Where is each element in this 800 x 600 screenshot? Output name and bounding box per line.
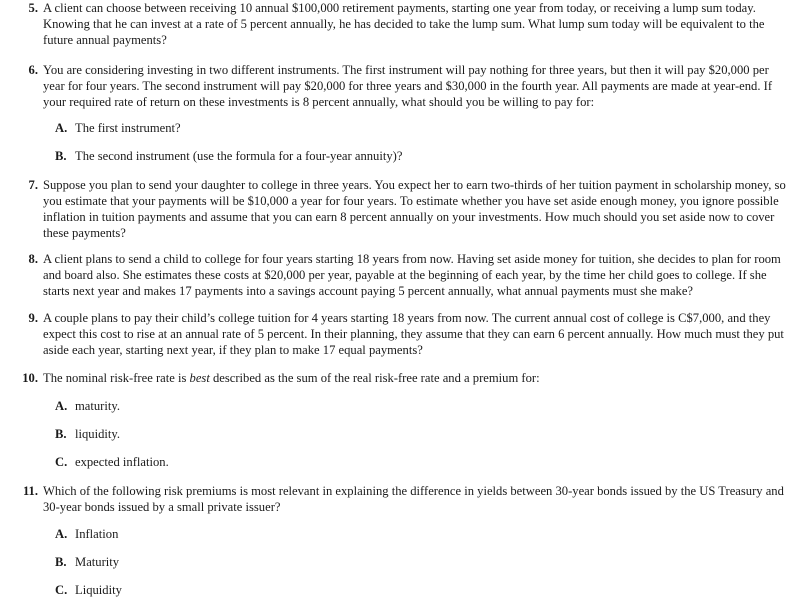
- option-letter: B.: [55, 555, 67, 569]
- option-text: The second instrument (use the formula for a four-year annuity)?: [75, 149, 403, 163]
- option-text: The first instrument?: [75, 121, 181, 135]
- option-text: maturity.: [75, 399, 121, 413]
- option-text: Liquidity: [75, 583, 122, 597]
- option-letter: A.: [55, 121, 68, 135]
- question-number: 9.: [28, 311, 38, 325]
- option-letter: B.: [55, 427, 67, 441]
- option-letter: B.: [55, 149, 67, 163]
- option-letter: C.: [55, 455, 68, 469]
- question-text-end: described as the sum of the real risk-free rate and a premium for:: [209, 371, 540, 385]
- option-text: Maturity: [75, 555, 120, 569]
- question-number: 5.: [28, 1, 38, 15]
- question-text: A client can choose between receiving 10 annual $100,000 retirement payments, starting one year from today, or receiving a lump sum today. Knowing that he can invest at a rate of 5 percent annually, he has decided to take the lump sum. What lump sum today will be equivalent to the future annual payments?: [43, 1, 765, 48]
- option-letter: C.: [55, 583, 68, 597]
- question-number: 10.: [22, 371, 38, 385]
- question-number: 7.: [28, 178, 38, 192]
- option-text: expected inflation.: [75, 455, 169, 469]
- option-text: Inflation: [75, 527, 119, 541]
- question-number: 6.: [28, 63, 38, 77]
- question-text: A client plans to send a child to college for four years starting 18 years from now. Having set aside money for tuition, she decides to plan for room and board also. She estimates these costs at $20,000 per year, payable at the beginning of each year, by the time her child goes to college. If she starts next year and makes 17 payments into a savings account paying 5 percent annually, what annual payments must she make?: [43, 252, 781, 299]
- question-text: A couple plans to pay their child’s college tuition for 4 years starting 18 years from now. The current annual cost of college is C$7,000, and they expect this cost to rise at an annual rate of 5 percent. In their planning, they assume that they can earn 6 percent annually. How much must they put aside each year, starting next year, if they plan to make 17 equal payments?: [43, 311, 784, 358]
- option-letter: A.: [55, 527, 68, 541]
- option-letter: A.: [55, 399, 68, 413]
- question-text-emphasis: best: [189, 371, 210, 385]
- question-text-start: The nominal risk-free rate is: [43, 371, 190, 385]
- option-text: liquidity.: [75, 427, 121, 441]
- question-number: 11.: [22, 484, 38, 498]
- question-text: [43, 370, 788, 386]
- question-text: Suppose you plan to send your daughter to college in three years. You expect her to earn two-thirds of her tuition payment in scholarship money, so you estimate that your payments will be $10,000 a year for four years. To estimate whether you have set aside enough money, you ignore possible inflation in tuition payments and assume that you can earn 8 percent annually on your investments. How much should you set aside now to cover these payments?: [43, 178, 786, 241]
- question-text: Which of the following risk premiums is most relevant in explaining the difference in yields between 30-year bonds issued by the US Treasury and 30-year bonds issued by a small private issuer?: [43, 484, 784, 515]
- question-text: You are considering investing in two different instruments. The first instrument will pay nothing for three years, but then it will pay $20,000 per year for four years. The second instrument will pay $20,000 for three years and $30,000 in the fourth year. All payments are made at year-end. If your required rate of return on these investments is 8 percent annually, what should you be willing to pay for:: [43, 63, 773, 110]
- question-number: 8.: [28, 252, 38, 266]
